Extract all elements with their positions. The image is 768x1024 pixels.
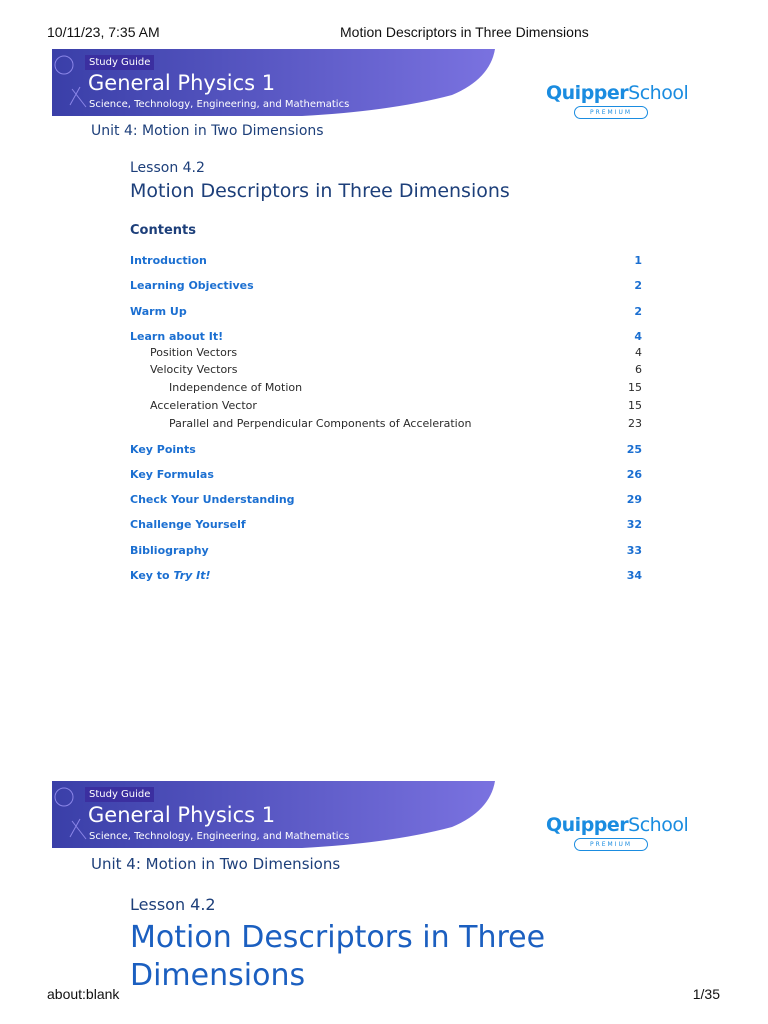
logo-word-light: School xyxy=(628,82,689,104)
toc-page: 33 xyxy=(626,544,642,557)
logo-premium-badge: PREMIUM xyxy=(574,106,648,119)
print-url: about:blank xyxy=(47,986,120,1002)
toc-page: 34 xyxy=(626,569,642,582)
toc-page: 4 xyxy=(634,330,642,343)
study-guide-banner-page2 xyxy=(52,781,495,848)
quipper-school-logo-page2 xyxy=(546,814,689,854)
unit-heading: Unit 4: Motion in Two Dimensions xyxy=(91,123,324,139)
toc-label: Velocity Vectors xyxy=(150,363,238,376)
course-title: General Physics 1 xyxy=(88,803,276,827)
course-title: General Physics 1 xyxy=(88,71,276,95)
toc-page: 2 xyxy=(634,279,642,292)
toc-page: 15 xyxy=(628,399,642,412)
toc-label: Learning Objectives xyxy=(130,279,254,292)
unit-heading-page2: Unit 4: Motion in Two Dimensions xyxy=(91,855,341,873)
toc-page: 15 xyxy=(628,381,642,394)
logo-word-bold: Quipper xyxy=(546,814,629,836)
toc-label: Challenge Yourself xyxy=(130,518,246,531)
toc-label: Independence of Motion xyxy=(169,381,303,394)
toc-page: 6 xyxy=(635,363,642,376)
logo-word-light: School xyxy=(628,814,689,836)
toc-page: 2 xyxy=(634,305,642,318)
toc-label: Bibliography xyxy=(130,544,209,557)
toc-label: Key Formulas xyxy=(130,468,214,481)
logo-word-bold: Quipper xyxy=(546,82,629,104)
study-guide-tag: Study Guide xyxy=(85,787,154,802)
toc-page: 4 xyxy=(635,346,642,359)
toc-label: Position Vectors xyxy=(150,346,238,359)
toc-label-prefix: Key to xyxy=(130,569,174,582)
toc-label: Introduction xyxy=(130,254,207,267)
toc-label: Learn about It! xyxy=(130,330,224,343)
print-page-number: 1/35 xyxy=(692,986,720,1002)
toc-label: Acceleration Vector xyxy=(150,399,257,412)
toc-page: 25 xyxy=(626,443,642,456)
toc-page: 23 xyxy=(628,417,642,430)
course-subtitle: Science, Technology, Engineering, and Mathematics xyxy=(89,831,350,842)
toc-label-italic: Try It! xyxy=(173,569,211,582)
toc-page: 1 xyxy=(634,254,642,267)
print-doc-title: Motion Descriptors in Three Dimensions xyxy=(340,24,589,40)
study-guide-tag: Study Guide xyxy=(85,55,154,70)
logo-premium-badge: PREMIUM xyxy=(574,838,648,851)
toc-label: Warm Up xyxy=(130,305,187,318)
toc-label: Key Points xyxy=(130,443,196,456)
print-datetime: 10/11/23, 7:35 AM xyxy=(47,24,160,40)
lesson-title-page2-line1: Motion Descriptors in Three xyxy=(130,920,546,955)
toc-label: Check Your Understanding xyxy=(130,493,295,506)
course-subtitle: Science, Technology, Engineering, and Mathematics xyxy=(89,99,350,110)
toc-page: 32 xyxy=(626,518,642,531)
lesson-title-page2-line2: Dimensions xyxy=(130,958,306,993)
print-footer xyxy=(0,986,768,1004)
lesson-title: Motion Descriptors in Three Dimensions xyxy=(130,180,510,202)
contents-heading: Contents xyxy=(130,223,196,238)
lesson-label-page2: Lesson 4.2 xyxy=(130,895,216,914)
toc-page: 29 xyxy=(626,493,642,506)
toc-page: 26 xyxy=(626,468,642,481)
toc-label: Parallel and Perpendicular Components of Acceleration xyxy=(169,417,472,430)
lesson-label: Lesson 4.2 xyxy=(130,160,205,176)
